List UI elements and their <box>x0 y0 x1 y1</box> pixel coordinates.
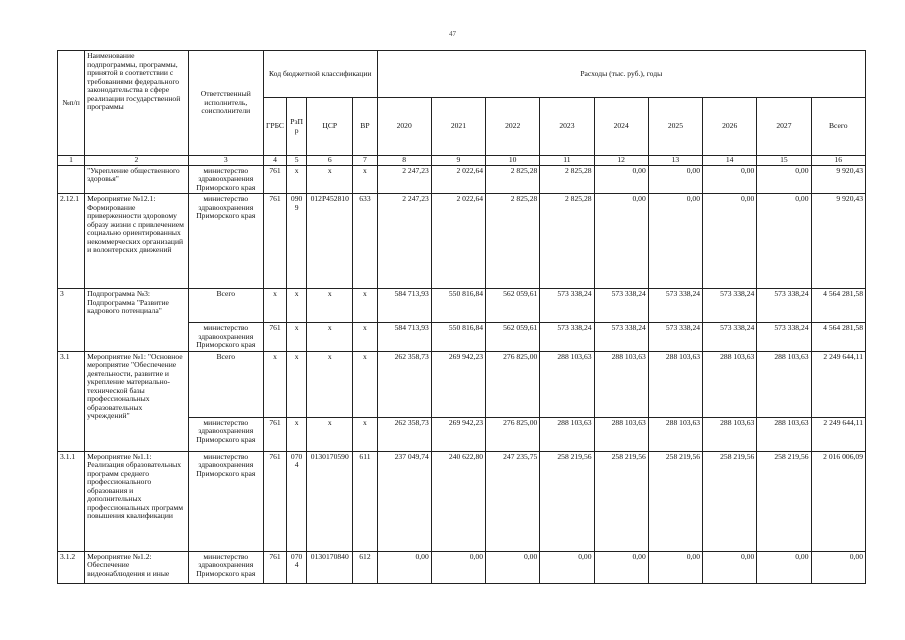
row-total: 9 920,43 <box>811 194 865 289</box>
row-value: 562 059,61 <box>486 323 540 352</box>
row-csr: 012P452810 <box>307 194 353 289</box>
row-value: 288 103,63 <box>540 351 594 417</box>
header-executor: Ответственный исполнитель, соисполнители <box>188 51 263 156</box>
row-value: 0,00 <box>377 551 431 583</box>
row-value: 288 103,63 <box>594 417 648 451</box>
header-year: 2025 <box>648 98 702 156</box>
header-year: 2026 <box>703 98 757 156</box>
table-row <box>58 451 866 551</box>
row-total: 9 920,43 <box>811 165 865 194</box>
column-number: 5 <box>287 156 307 166</box>
row-rzpr: 0909 <box>287 194 307 289</box>
header-vr: ВР <box>353 98 377 156</box>
table-row <box>58 194 866 289</box>
row-value: 573 338,24 <box>594 323 648 352</box>
table-row <box>58 165 866 194</box>
row-executor: министерство здравоохранения Приморского края <box>188 451 263 551</box>
row-value: 562 059,61 <box>486 289 540 323</box>
row-value: 2 022,64 <box>431 165 485 194</box>
row-value: 276 825,00 <box>486 351 540 417</box>
row-number: 3 <box>58 289 85 352</box>
row-value: 2 247,23 <box>377 194 431 289</box>
row-executor: министерство здравоохранения Приморского края <box>188 165 263 194</box>
row-value: 276 825,00 <box>486 417 540 451</box>
row-executor: министерство здравоохранения Приморского края <box>188 551 263 583</box>
header-expenses: Расходы (тыс. руб.), годы <box>377 51 865 98</box>
row-total: 2 249 644,11 <box>811 351 865 417</box>
row-total: 4 564 281,58 <box>811 289 865 323</box>
column-number: 9 <box>431 156 485 166</box>
row-name: Мероприятие №1.2: Обеспечение видеонаблюдения и иные <box>85 551 188 583</box>
row-total: 0,00 <box>811 551 865 583</box>
header-total: Всего <box>811 98 865 156</box>
row-grbs: 761 <box>263 194 286 289</box>
header-grbs: ГРБС <box>263 98 286 156</box>
table-row <box>58 551 866 583</box>
row-vr: x <box>353 351 377 417</box>
row-vr: x <box>353 323 377 352</box>
row-value: 2 825,28 <box>486 165 540 194</box>
row-value: 240 622,80 <box>431 451 485 551</box>
row-value: 2 022,64 <box>431 194 485 289</box>
row-rzpr: x <box>287 417 307 451</box>
row-value: 0,00 <box>594 165 648 194</box>
row-grbs: 761 <box>263 323 286 352</box>
row-csr: x <box>307 289 353 323</box>
row-value: 0,00 <box>594 551 648 583</box>
row-value: 0,00 <box>703 194 757 289</box>
row-csr: x <box>307 417 353 451</box>
column-number: 3 <box>188 156 263 166</box>
header-year: 2022 <box>486 98 540 156</box>
column-numbers-row <box>58 156 866 166</box>
row-value: 258 219,56 <box>757 451 811 551</box>
row-rzpr: 0704 <box>287 451 307 551</box>
header-name: Наименование подпрограммы, программы, принятой в соответствии с требованиями федерального законодательства в сфере реализации государственной программы <box>85 51 188 156</box>
row-vr: x <box>353 289 377 323</box>
row-value: 0,00 <box>703 551 757 583</box>
row-total: 2 249 644,11 <box>811 417 865 451</box>
row-value: 2 825,28 <box>486 194 540 289</box>
header-num: №п/п <box>58 51 85 156</box>
column-number: 1 <box>58 156 85 166</box>
row-value: 550 816,84 <box>431 289 485 323</box>
header-year: 2020 <box>377 98 431 156</box>
row-total: 4 564 281,58 <box>811 323 865 352</box>
row-value: 573 338,24 <box>757 289 811 323</box>
row-value: 288 103,63 <box>703 417 757 451</box>
row-value: 573 338,24 <box>648 289 702 323</box>
header-year: 2023 <box>540 98 594 156</box>
row-executor: министерство здравоохранения Приморского края <box>188 417 263 451</box>
row-value: 0,00 <box>703 165 757 194</box>
row-vr: 633 <box>353 194 377 289</box>
row-rzpr: 0704 <box>287 551 307 583</box>
row-value: 573 338,24 <box>540 323 594 352</box>
row-rzpr: x <box>287 323 307 352</box>
row-csr: x <box>307 165 353 194</box>
row-executor: министерство здравоохранения Приморского края <box>188 323 263 352</box>
header-year: 2027 <box>757 98 811 156</box>
row-name: "Укрепление общественного здоровья" <box>85 165 188 194</box>
row-value: 573 338,24 <box>648 323 702 352</box>
row-value: 0,00 <box>486 551 540 583</box>
row-value: 0,00 <box>648 551 702 583</box>
row-value: 2 247,23 <box>377 165 431 194</box>
row-number: 3.1.1 <box>58 451 85 551</box>
row-value: 288 103,63 <box>648 351 702 417</box>
row-grbs: 761 <box>263 551 286 583</box>
column-number: 10 <box>486 156 540 166</box>
row-value: 573 338,24 <box>703 323 757 352</box>
row-value: 584 713,93 <box>377 323 431 352</box>
row-total: 2 016 006,09 <box>811 451 865 551</box>
row-executor: Всего <box>188 351 263 417</box>
column-number: 13 <box>648 156 702 166</box>
row-value: 550 816,84 <box>431 323 485 352</box>
row-executor: министерство здравоохранения Приморского края <box>188 194 263 289</box>
row-name: Подпрограмма №3: Подпрограмма "Развитие кадрового потенциала" <box>85 289 188 352</box>
row-value: 288 103,63 <box>703 351 757 417</box>
row-vr: 612 <box>353 551 377 583</box>
row-value: 288 103,63 <box>757 417 811 451</box>
table-row <box>58 289 866 323</box>
row-name: Мероприятие №1.1: Реализация образовательных программ среднего профессионального образования и дополнительных профессиональных программ повышения квалификации <box>85 451 188 551</box>
row-rzpr: x <box>287 351 307 417</box>
row-value: 0,00 <box>648 194 702 289</box>
column-number: 12 <box>594 156 648 166</box>
row-value: 237 049,74 <box>377 451 431 551</box>
row-value: 573 338,24 <box>703 289 757 323</box>
row-value: 262 358,73 <box>377 417 431 451</box>
row-name: Мероприятие №12.1: Формирование приверженности здоровому образу жизни с привлечением социально ориентированных некоммерческих организаций и волонтерских движений <box>85 194 188 289</box>
column-number: 6 <box>307 156 353 166</box>
row-value: 0,00 <box>757 194 811 289</box>
row-value: 573 338,24 <box>594 289 648 323</box>
row-grbs: x <box>263 289 286 323</box>
row-rzpr: x <box>287 165 307 194</box>
column-number: 11 <box>540 156 594 166</box>
row-value: 258 219,56 <box>540 451 594 551</box>
row-number: 3.1.2 <box>58 551 85 583</box>
row-number: 2.12.1 <box>58 194 85 289</box>
row-grbs: 761 <box>263 417 286 451</box>
row-value: 2 825,28 <box>540 165 594 194</box>
row-number <box>58 165 85 194</box>
page-number: 47 <box>449 30 456 38</box>
column-number: 2 <box>85 156 188 166</box>
row-rzpr: x <box>287 289 307 323</box>
table-body <box>58 165 866 583</box>
row-value: 262 358,73 <box>377 351 431 417</box>
column-number: 14 <box>703 156 757 166</box>
row-value: 0,00 <box>648 165 702 194</box>
row-vr: x <box>353 417 377 451</box>
row-value: 247 235,75 <box>486 451 540 551</box>
header-budget-code: Код бюджетной классификации <box>263 51 377 98</box>
row-value: 0,00 <box>431 551 485 583</box>
budget-table <box>57 50 866 584</box>
header-year: 2024 <box>594 98 648 156</box>
row-value: 258 219,56 <box>648 451 702 551</box>
column-number: 15 <box>757 156 811 166</box>
row-number: 3.1 <box>58 351 85 451</box>
row-value: 258 219,56 <box>703 451 757 551</box>
row-value: 288 103,63 <box>757 351 811 417</box>
column-number: 4 <box>263 156 286 166</box>
row-value: 0,00 <box>757 165 811 194</box>
row-value: 288 103,63 <box>540 417 594 451</box>
column-number: 8 <box>377 156 431 166</box>
row-csr: 0130170840 <box>307 551 353 583</box>
row-grbs: 761 <box>263 165 286 194</box>
row-csr: x <box>307 323 353 352</box>
row-vr: 611 <box>353 451 377 551</box>
row-value: 0,00 <box>757 551 811 583</box>
row-value: 2 825,28 <box>540 194 594 289</box>
table-row <box>58 351 866 417</box>
row-value: 269 942,23 <box>431 351 485 417</box>
header-rzpr: РзПр <box>287 98 307 156</box>
row-name: Мероприятие №1: "Основное мероприятие "Обеспечение деятельности, развитие и укрепление материально-технической базы профессиональных образовательных учреждений" <box>85 351 188 451</box>
row-vr: x <box>353 165 377 194</box>
row-csr: x <box>307 351 353 417</box>
row-value: 0,00 <box>540 551 594 583</box>
row-csr: 0130170590 <box>307 451 353 551</box>
column-number: 16 <box>811 156 865 166</box>
row-value: 573 338,24 <box>540 289 594 323</box>
row-value: 584 713,93 <box>377 289 431 323</box>
row-value: 258 219,56 <box>594 451 648 551</box>
column-number: 7 <box>353 156 377 166</box>
header-year: 2021 <box>431 98 485 156</box>
row-value: 573 338,24 <box>757 323 811 352</box>
row-grbs: x <box>263 351 286 417</box>
row-grbs: 761 <box>263 451 286 551</box>
row-value: 0,00 <box>594 194 648 289</box>
row-executor: Всего <box>188 289 263 323</box>
header-csr: ЦСР <box>307 98 353 156</box>
row-value: 288 103,63 <box>594 351 648 417</box>
row-value: 288 103,63 <box>648 417 702 451</box>
row-value: 269 942,23 <box>431 417 485 451</box>
